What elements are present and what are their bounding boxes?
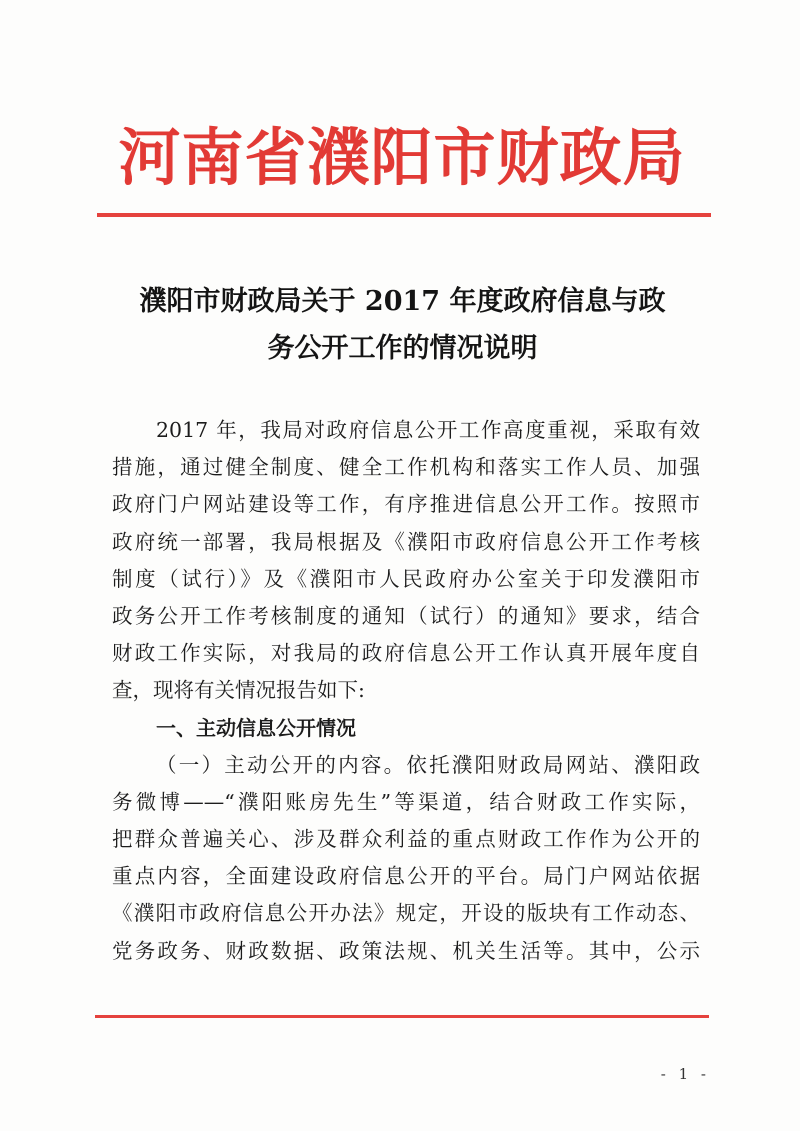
body-line: 务微博——“濮阳账房先生”等渠道，结合财政工作实际，: [112, 789, 700, 814]
page-number: - 1 -: [660, 1065, 710, 1083]
section-heading: 一、主动信息公开情况: [156, 715, 356, 740]
document-title-line: 务公开工作的情况说明: [267, 333, 538, 364]
body-line: 措施，通过健全制度、健全工作机构和落实工作人员、加强: [112, 455, 700, 480]
footer-divider: [95, 1015, 709, 1018]
body-line: 重点内容，全面建设政府信息公开的平台。局门户网站依据: [112, 864, 700, 889]
letterhead-title: 河南省濮阳市财政局: [118, 121, 686, 194]
document-title: [110, 278, 695, 372]
body-line: 2017 年，我局对政府信息公开工作高度重视，采取有效: [156, 418, 700, 442]
body-line: 制度（试行）》及《濮阳市人民政府办公室关于印发濮阳市: [112, 566, 700, 591]
body-line: 查，现将有关情况报告如下:: [112, 678, 365, 703]
body-line: 《濮阳市政府信息公开办法》规定，开设的版块有工作动态、: [112, 901, 700, 926]
document-body: [112, 412, 700, 970]
document-title-line: 濮阳市财政局关于 2017 年度政府信息与政: [139, 286, 666, 317]
body-line: 政府门户网站建设等工作，有序推进信息公开工作。按照市: [112, 492, 700, 517]
letterhead-divider: [97, 213, 711, 217]
body-line: 财政工作实际，对我局的政府信息公开工作认真开展年度自: [112, 641, 700, 666]
body-line: 把群众普遍关心、涉及群众利益的重点财政工作作为公开的: [112, 827, 700, 852]
body-line: （一）主动公开的内容。依托濮阳财政局网站、濮阳政: [156, 752, 700, 777]
body-line: 政府统一部署，我局根据及《濮阳市政府信息公开工作考核: [112, 529, 700, 554]
body-line: 政务公开工作考核制度的通知（试行）的通知》要求，结合: [112, 603, 700, 628]
body-line: 党务政务、财政数据、政策法规、机关生活等。其中，公示: [112, 938, 700, 963]
